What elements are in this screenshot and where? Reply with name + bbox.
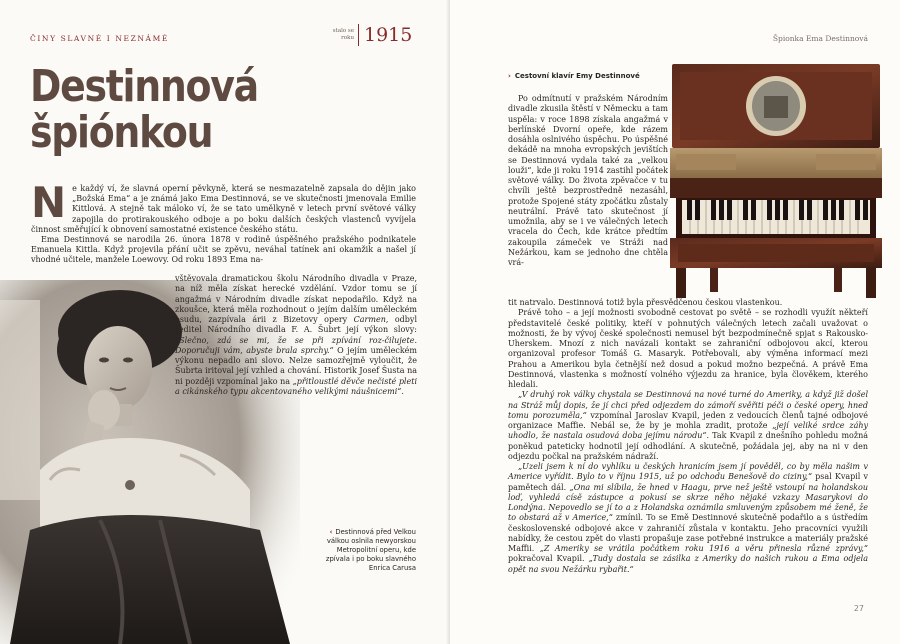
left-text-a: vštěvovala dramatickou školu Národního divadla v Praze, na níž měla získat herecké vzdělání. Vzdor tomu se jí angažmá v Národním divadle získat nepodařilo. Když na zkoušce, která měla rozhodnout o jejím dalším uměleckém osudu, zazpívala árii z Bizetovy opery [175, 274, 417, 324]
right-p2-text-2: . Tak Kvapil z dnešního pohledu možná poněkud pateticky hodnotil její odhodlání. A skutečně, požádala jej, aby na ni v den odjezdu počkal na pražském nádraží. [508, 431, 868, 461]
left-text-d: . [401, 386, 404, 396]
running-head-right: Špionka Ema Destinnová [772, 34, 868, 43]
year-label [322, 28, 354, 42]
right-p2-text: vzpomínal Jaroslav Kvapil, jeden z vedoucích členů tajné odbojové organizace Maffie. Nebál se, že by je mohla zradit, protože [508, 410, 869, 430]
caption-arrow-right-icon: › [508, 72, 511, 80]
carmen-title: Carmen [353, 315, 386, 324]
right-top-text [508, 94, 668, 268]
kvapil-quote-3: „Uzeli jsem k ní do vyhlíku u českých hranicím jsem jí pověděl, co by měla našim v Americe vyřídit. Bylo to v říjnu 1915, už po odchodu Benešově do ciziny,“ [508, 462, 868, 482]
left-text-b: , odbyl ředitel Národního divadla F. A. Šubrt její výkon slovy: [175, 315, 417, 335]
right-paragraph-1: Právě toho – a její možnosti svobodně cestovat po světě – se rozhodli využít někteří představitelé české politiky, kteří v pohnutých válečných letech začali uvažovat o možnosti, že by vývoj české společnosti nemusel být bezpodmínečně spjat s Rakousko-Uherskem. Mnozí z nich navázali kontakt se zahraniční odbojovou akcí, kterou organizoval profesor Tomáš G. Masaryk. Potřebovali, aby výměna informací mezi Prahou a Amerikou byla četnější než dosud a pokud možno bezpečná. A právě Ema Destinnová, vlastenka s možností volného výjezdu za hranice, byla člověkem, kterého hledali. [508, 308, 868, 389]
intro-text [31, 178, 416, 266]
year-label-line-2: roku [341, 35, 354, 41]
piano-caption-text: Cestovní klavír Emy Destinnové [514, 72, 640, 80]
year-number: 1915 [364, 24, 413, 46]
piano-caption [508, 72, 640, 80]
title-line-2: špiónkou [30, 107, 213, 158]
caption-arrow-left-icon: ‹ [329, 528, 333, 536]
right-top-paragraph: Po odmítnutí v pražském Národním divadle zkusila štěstí v Německu a tam uspěla: v roce 1898 získala angažmá v berlínské Dvorní opeře, kde rázem dosáhla oslnivého úspěchu. Po úspěšné dekádě na mnoha evropských jevištích se Destinnová vydala také za „velkou louži“, kde ji roku 1914 zastihl počátek světové války. Do života zpěvačce v tu chvíli ještě bezprostředně nezasáhl, protože Spojené státy zpočátku zůstaly neutrální. Právě tato skutečnost jí umožnila, aby se i ve válečných letech vracela do Čech, kde krátce předtím zakoupila zámeček ve Stráži nad Nežárkou, kam se jednoho dne chtěla vrá- [508, 94, 668, 267]
year-marker [322, 24, 412, 46]
title-line-1: Destinnová [30, 61, 258, 112]
portrait-caption-text: Destinnová před Velkou válkou oslnila newyorskou Metropolitní operu, kde zpívala i po boku slavného Enrica Carusa [325, 528, 416, 572]
year-label-line-1: stalo se [332, 28, 354, 34]
right-p3-text: psal Kvapil v pamětech dál. [508, 472, 868, 492]
year-divider [358, 24, 359, 46]
right-paragraph-0: tit natrvalo. Destinnová totiž byla přesvědčenou českou vlastenkou. [508, 298, 783, 307]
left-column-text [175, 274, 417, 397]
kvapil-quote-2: „její veliké srdce záhy uhodlo, že nastala osudová doba jejímu národu“ [508, 421, 869, 441]
right-paragraph-2 [508, 390, 868, 462]
right-p3-text-3: pokračoval Kvapil. [508, 554, 589, 564]
left-column-paragraph [175, 274, 417, 397]
susta-quote: „přitloustlé děvče nečisté pleti a cikánského typu akcentovaného velikými náušnicemi“ [175, 376, 417, 396]
right-paragraph-3 [508, 462, 868, 575]
kvapil-quote-4: „Ona mi slíbila, že hned v Haagu, prve než ještě vstoupí na holandskou loď, vyhledá císě zástupce a pokusí se skrze něho nějaké vzkazy Masarykovi do Londýna. Nepovedlo se jí to a z Holandska oznámila smluveným způsobem mé ženě, že to obstará až v Americe,“ [508, 482, 869, 523]
left-text-c: O jejím uměleckém výkonu nepadlo ani slovo. Nelze samozřejmě vyloučit, že Šubrta iritoval její vzhled a chování. Historik Josef Šusta na ni později vzpomínal jako na [175, 345, 417, 386]
page-number: 27 [853, 604, 864, 613]
drop-cap: N [31, 178, 67, 227]
page-title [30, 61, 288, 158]
kvapil-quote-1: „V druhý rok války chystala se Destinnová na nové turné do Ameriky, a když již došel na Stráž můj dopis, že jí chci před odjezdem do zámoří svěřiti péči o české opery, hned tomu porozuměla,“ [508, 390, 868, 420]
right-main-text [508, 298, 868, 575]
portrait-caption [318, 528, 416, 573]
kvapil-quote-6: „Tudy dostala se zásilka z Ameriky do našich rukou a Ema odjela opět na svou Nežárku rybařit.“ [508, 554, 869, 574]
intro-paragraph-1: e každý ví, že slavná operní pěvkyně, která se nesmazatelně zapsala do dějin jako „Božská Ema“ a je známá jako Ema Destinnová, se ve skutečnosti jmenovala Emilie Kittlová. A stejně tak máloko ví, že se tato umělkyně v letech první světové války zapojila do protirakouského odboje a po boku dalších českých vlastenců vyvíjela činnost směřující k obnovení samostatné existence českého státu. [31, 184, 416, 234]
subrt-quote: „Slečno, zdá se mi, že se při zpívání roz-čilujete. Doporučuji vám, abyste brala sprchy.“ [175, 335, 417, 355]
intro-paragraph-2: Ema Destinnová se narodila 26. února 1878 v rodině úspěšného pražského podnikatele Emanuela Kittla. Když projevila přání učit se zpěvu, neváhal tatínek ani okamžik a našel jí vhodné učitele, manžele Loewovy. Od roku 1893 Ema na- [31, 235, 416, 265]
travel-piano-photo [670, 62, 882, 298]
running-head-left: ČINY SLAVNÉ I NEZNÁMÉ [30, 34, 169, 43]
kvapil-quote-5: „Z Ameriky se vrátila počátkem roku 1916 a věru přinesla různé zprávy,“ [539, 544, 868, 553]
right-p3-text-2: zmínil. To se Emě Destinnové skutečně podařilo a s ústředím československé odbojové akce v zahraničí zůstala v kontaktu. Jeho pracovníci využili nabídky, že cestou zpět do vlasti propašuje zase potřebné instrukce a materiály pražské Maffii. [508, 513, 869, 553]
